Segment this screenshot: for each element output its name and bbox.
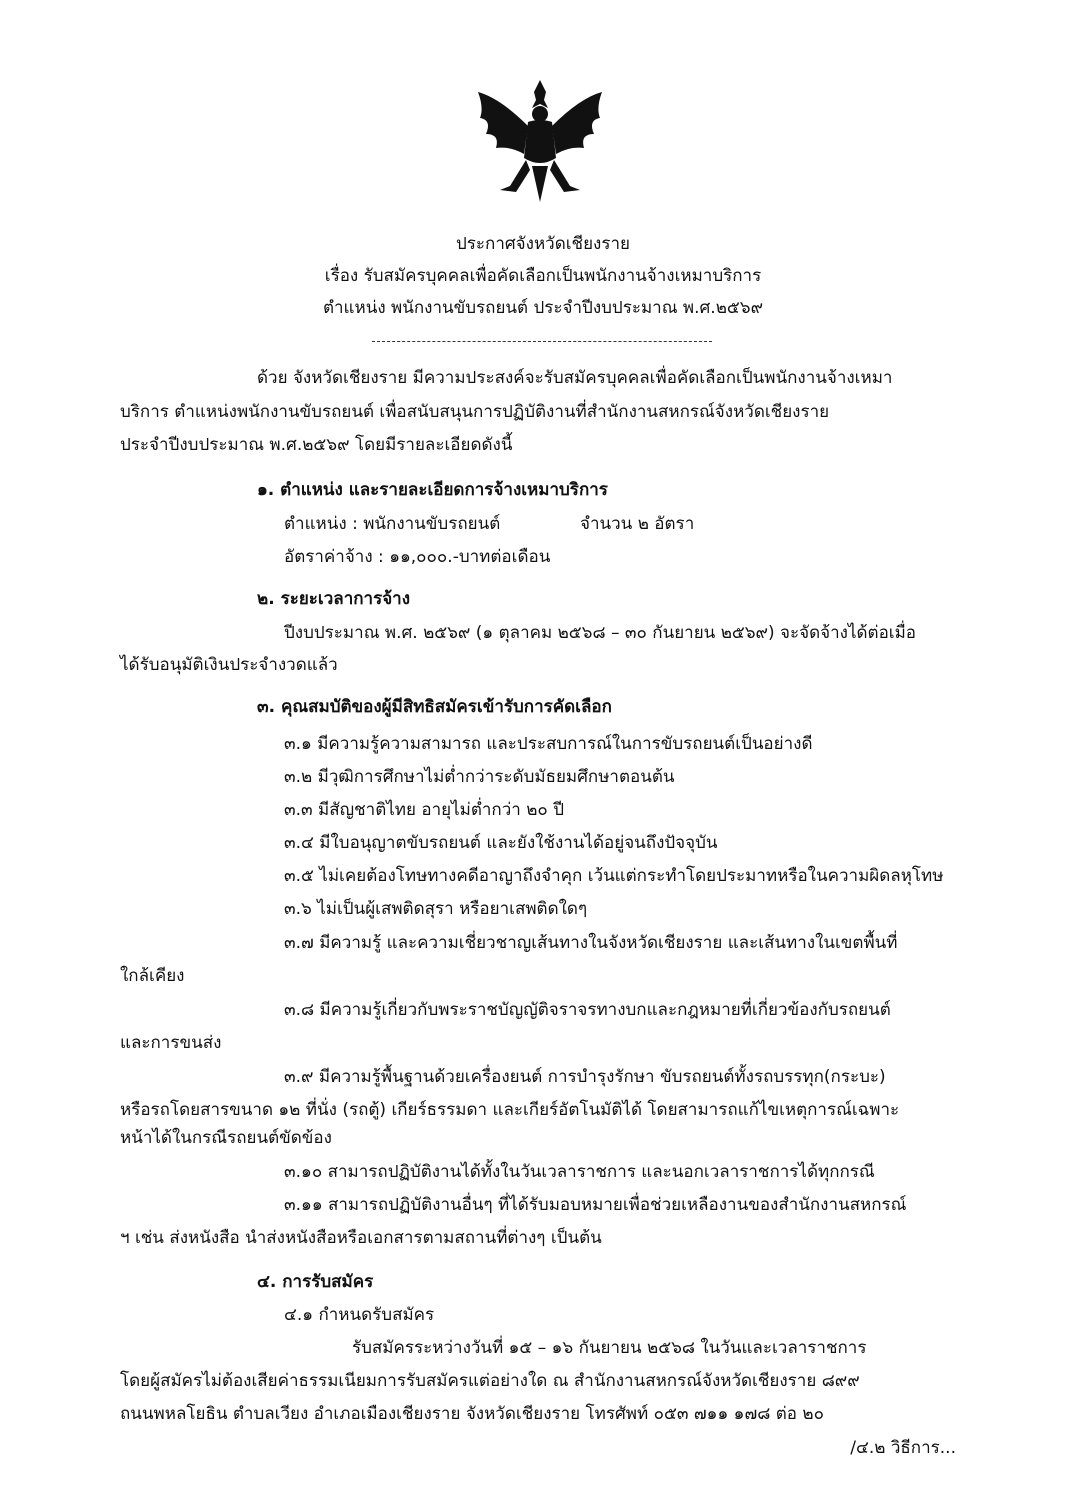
intro-line: บริการ ตำแหน่งพนักงานขับรถยนต์ เพื่อสนับสนุนการปฏิบัติงานที่สำนักงานสหกรณ์จังหวัดเชียงราย: [120, 402, 830, 422]
qualification-item: ๓.๒ มีวุฒิการศึกษาไม่ต่ำกว่าระดับมัธยมศึกษาตอนต้น: [284, 767, 675, 787]
qualification-item: ๓.๖ ไม่เป็นผู้เสพติดสุรา หรือยาเสพติดใดๆ: [284, 899, 588, 919]
announcement-title: ประกาศจังหวัดเชียงราย: [456, 234, 630, 254]
period-line: ได้รับอนุมัติเงินประจำงวดแล้ว: [120, 655, 338, 675]
qualification-item-cont: ใกล้เคียง: [120, 966, 185, 986]
section-1-heading: ๑. ตำแหน่ง และรายละเอียดการจ้างเหมาบริการ: [257, 480, 608, 500]
qualification-item: ๓.๑๑ สามารถปฏิบัติงานอื่นๆ ที่ได้รับมอบหมายเพื่อช่วยเหลืองานของสำนักงานสหกรณ์: [284, 1195, 907, 1215]
wage-label: อัตราค่าจ้าง : ๑๑,๐๐๐.-บาทต่อเดือน: [284, 547, 551, 567]
application-period-heading: ๔.๑ กำหนดรับสมัคร: [284, 1305, 435, 1325]
qualification-item: ๓.๕ ไม่เคยต้องโทษทางคดีอาญาถึงจำคุก เว้นแต่กระทำโดยประมาทหรือในความผิดลหุโทษ: [284, 866, 944, 886]
section-2-heading: ๒. ระยะเวลาการจ้าง: [257, 589, 411, 609]
application-line: ถนนพหลโยธิน ตำบลเวียง อำเภอเมืองเชียงราย จังหวัดเชียงราย โทรศัพท์ ๐๕๓ ๗๑๑ ๑๗๘ ต่อ ๒๐: [120, 1404, 824, 1424]
intro-line: ด้วย จังหวัดเชียงราย มีความประสงค์จะรับสมัครบุคคลเพื่อคัดเลือกเป็นพนักงานจ้างเหมา: [257, 368, 893, 388]
qualification-item-cont: และการขนส่ง: [120, 1033, 222, 1053]
title-divider: [372, 341, 712, 342]
section-4-heading: ๔. การรับสมัคร: [257, 1272, 374, 1292]
continued-marker: /๔.๒ วิธีการ...: [850, 1438, 956, 1458]
qualification-item: ๓.๗ มีความรู้ และความเชี่ยวชาญเส้นทางในจังหวัดเชียงราย และเส้นทางในเขตพื้นที่: [284, 933, 898, 953]
garuda-emblem-icon: [470, 78, 610, 208]
qualification-item: ๓.๘ มีความรู้เกี่ยวกับพระราชบัญญัติจราจรทางบกและกฎหมายที่เกี่ยวข้องกับรถยนต์: [284, 1000, 891, 1020]
qualification-item: ๓.๙ มีความรู้พื้นฐานด้วยเครื่องยนต์ การบำรุงรักษา ขับรถยนต์ทั้งรถบรรทุก(กระบะ): [284, 1067, 886, 1087]
qualification-item-cont: หน้าได้ในกรณีรถยนต์ขัดข้อง: [120, 1128, 332, 1148]
application-line: รับสมัครระหว่างวันที่ ๑๕ – ๑๖ กันยายน ๒๕๖๘ ในวันและเวลาราชการ: [352, 1338, 867, 1358]
period-line: ปีงบประมาณ พ.ศ. ๒๕๖๙ (๑ ตุลาคม ๒๕๖๘ – ๓๐ กันยายน ๒๕๖๙) จะจัดจ้างได้ต่อเมื่อ: [284, 623, 917, 643]
qualification-item-cont: หรือรถโดยสารขนาด ๑๒ ที่นั่ง (รถตู้) เกียร์ธรรมดา และเกียร์อัตโนมัติได้ โดยสามารถแก้ไขเหตุการณ์เฉพาะ: [120, 1100, 900, 1120]
section-3-heading: ๓. คุณสมบัติของผู้มีสิทธิสมัครเข้ารับการคัดเลือก: [257, 697, 612, 717]
qualification-item-cont: ฯ เช่น ส่งหนังสือ นำส่งหนังสือหรือเอกสารตามสถานที่ต่างๆ เป็นต้น: [120, 1228, 602, 1248]
qualification-item: ๓.๑ มีความรู้ความสามารถ และประสบการณ์ในการขับรถยนต์เป็นอย่างดี: [284, 734, 813, 754]
qualification-item: ๓.๔ มีใบอนุญาตขับรถยนต์ และยังใช้งานได้อยู่จนถึงปัจจุบัน: [284, 833, 718, 853]
announcement-subject: เรื่อง รับสมัครบุคคลเพื่อคัดเลือกเป็นพนักงานจ้างเหมาบริการ: [324, 266, 762, 286]
position-count: จำนวน ๒ อัตรา: [580, 514, 695, 534]
intro-line: ประจำปีงบประมาณ พ.ศ.๒๕๖๙ โดยมีรายละเอียดดังนี้: [120, 435, 513, 455]
announcement-position: ตำแหน่ง พนักงานขับรถยนต์ ประจำปีงบประมาณ พ.ศ.๒๕๖๙: [322, 298, 764, 318]
qualification-item: ๓.๓ มีสัญชาติไทย อายุไม่ต่ำกว่า ๒๐ ปี: [284, 800, 564, 820]
qualification-item: ๓.๑๐ สามารถปฏิบัติงานได้ทั้งในวันเวลาราชการ และนอกเวลาราชการได้ทุกกรณี: [284, 1162, 875, 1182]
application-line: โดยผู้สมัครไม่ต้องเสียค่าธรรมเนียมการรับสมัครแต่อย่างใด ณ สำนักงานสหกรณ์จังหวัดเชียงราย ๘๙๙: [120, 1371, 860, 1391]
position-label: ตำแหน่ง : พนักงานขับรถยนต์: [284, 514, 501, 534]
